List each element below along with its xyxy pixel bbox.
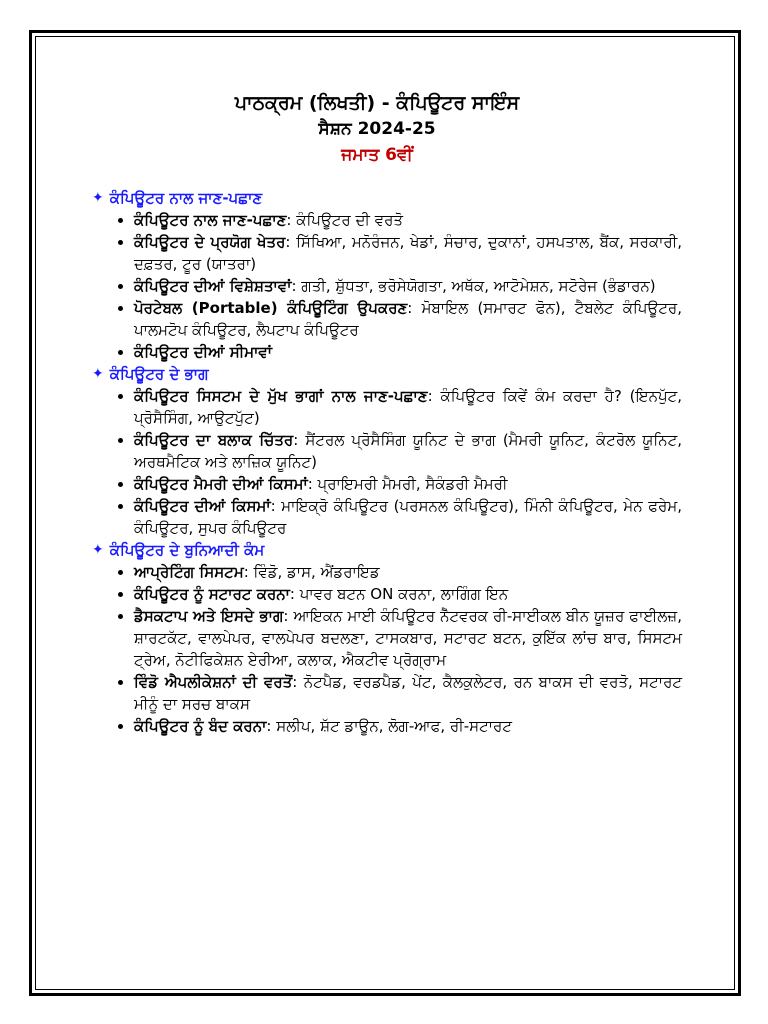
list-item xyxy=(134,473,682,495)
syllabus-section xyxy=(92,363,682,539)
topic-term: ਕੰਪਿਊਟਰ ਨੂੰ ਸਟਾਰਟ ਕਰਨਾ xyxy=(134,585,290,603)
topic-description: : ਕੰਪਿਊਟਰ ਕਿਵੇਂ ਕੰਮ ਕਰਦਾ ਹੈ? (ਇਨਪੁੱਟ, ਪ੍ਰੋਸੈਸਿੰਗ, ਆਉਟਪੁੱਟ) xyxy=(134,387,683,427)
topic-term: ਵਿੰਡੋ ਐਪਲੀਕੇਸ਼ਨਾਂ ਦੀ ਵਰਤੋਂ xyxy=(134,673,293,691)
title-block xyxy=(72,90,682,169)
list-item xyxy=(134,429,682,473)
syllabus-section xyxy=(92,187,682,363)
topic-term: ਕੰਪਿਊਟਰ ਦੀਆਂ ਕਿਸਮਾਂ xyxy=(134,497,271,515)
section-heading xyxy=(92,539,682,561)
list-item xyxy=(134,231,682,275)
list-item xyxy=(134,495,682,539)
section-heading xyxy=(92,187,682,209)
topic-term: ਕੰਪਿਊਟਰ ਨੂੰ ਬੰਦ ਕਰਨਾ xyxy=(134,717,267,735)
topic-list xyxy=(92,385,682,539)
list-item xyxy=(134,385,682,429)
topic-description: : ਮਾਇਕ੍ਰੋ ਕੰਪਿਊਟਰ (ਪਰਸਨਲ ਕੰਪਿਊਟਰ), ਮਿੰਨੀ ਕੰਪਿਊਟਰ, ਮੇਨ ਫਰੇਮ, ਕੰਪਿਊਟਰ, ਸੁਪਰ ਕੰਪਿਊਟਰ xyxy=(134,497,682,537)
list-item xyxy=(134,671,682,715)
topic-description: : ਸਲੀਪ, ਸ਼ੱਟ ਡਾਊਨ, ਲੋਗ-ਆਫ, ਰੀ-ਸਟਾਰਟ xyxy=(266,717,512,735)
section-heading-text: ਕੰਪਿਊਟਰ ਨਾਲ ਜਾਣ-ਪਛਾਣ xyxy=(109,189,263,207)
list-item xyxy=(134,209,682,231)
list-item xyxy=(134,583,682,605)
topic-description: : ਮੋਬਾਇਲ (ਸਮਾਰਟ ਫੋਨ), ਟੈਬਲੇਟ ਕੰਪਿਊਟਰ, ਪਾਲਮਟੋਪ ਕੰਪਿਊਟਰ, ਲੈਪਟਾਪ ਕੰਪਿਊਟਰ xyxy=(134,299,682,339)
grade-label: ਜਮਾਤ 6ਵੀਂ xyxy=(341,145,413,165)
document-title: ਪਾਠਕ੍ਰਮ (ਲਿਖਤੀ) - ਕੰਪਿਊਟਰ ਸਾਇੰਸ xyxy=(234,92,520,114)
topic-description: : ਸਿੱਖਿਆ, ਮਨੋਰੰਜਨ, ਖੇਡਾਂ, ਸੰਚਾਰ, ਦੁਕਾਨਾਂ, ਹਸਪਤਾਲ, ਬੈਂਕ, ਸਰਕਾਰੀ, ਦਫ਼ਤਰ, ਟੂਰ (ਯਾਤਰਾ) xyxy=(134,233,682,273)
topic-list xyxy=(92,561,682,737)
star-bullet-icon: ✦ xyxy=(92,542,104,558)
topic-description: : ਵਿੰਡੋ, ਡਾਸ, ਐਂਡਰਾਇਡ xyxy=(243,563,380,581)
topic-term: ਡੈਸਕਟਾਪ ਅਤੇ ਇਸਦੇ ਭਾਗ xyxy=(134,607,284,625)
topic-description: : ਕੰਪਿਊਟਰ ਦੀ ਵਰਤੋ xyxy=(286,211,403,229)
document-content xyxy=(92,90,682,737)
topic-term: ਕੰਪਿਊਟਰ ਦੀਆਂ ਸੀਮਾਵਾਂ xyxy=(134,343,273,361)
syllabus-sections xyxy=(92,187,682,737)
topic-list xyxy=(92,209,682,363)
topic-term: ਕੰਪਿਊਟਰ ਦੀਆਂ ਵਿਸ਼ੇਸ਼ਤਾਵਾਂ xyxy=(134,277,292,295)
topic-term: ਕੰਪਿਊਟਰ ਦਾ ਬਲਾਕ ਚਿੱਤਰ xyxy=(134,431,294,449)
topic-description: : ਨੋਟਪੈਡ, ਵਰਡਪੈਡ, ਪੇਂਟ, ਕੈਲਕੁਲੇਟਰ, ਰਨ ਬਾਕਸ ਦੀ ਵਰਤੋ, ਸਟਾਰਟ ਮੀਨੂੰ ਦਾ ਸਰਚ ਬਾਕਸ xyxy=(134,673,682,713)
list-item xyxy=(134,297,682,341)
list-item xyxy=(134,715,682,737)
session-label: ਸੈਸ਼ਨ 2024-25 xyxy=(318,119,436,139)
topic-term: ਕੰਪਿਊਟਰ ਮੈਮਰੀ ਦੀਆਂ ਕਿਸਮਾਂ xyxy=(134,475,308,493)
topic-term: ਕੰਪਿਊਟਰ ਸਿਸਟਮ ਦੇ ਮੁੱਖ ਭਾਗਾਂ ਨਾਲ ਜਾਣ-ਪਛਾਣ xyxy=(134,387,428,405)
topic-term: ਪੋਰਟੇਬਲ (Portable) ਕੰਪਿਊਟਿੰਗ ਉਪਕਰਣ xyxy=(134,299,408,317)
topic-term: ਕੰਪਿਊਟਰ ਦੇ ਪ੍ਰਯੋਗ ਖੇਤਰ xyxy=(134,233,286,251)
section-heading-text: ਕੰਪਿਊਟਰ ਦੇ ਬੁਨਿਆਦੀ ਕੰਮ xyxy=(109,541,265,559)
syllabus-section xyxy=(92,539,682,737)
list-item xyxy=(134,341,682,363)
star-bullet-icon: ✦ xyxy=(92,190,104,206)
list-item xyxy=(134,605,682,671)
section-heading xyxy=(92,363,682,385)
star-bullet-icon: ✦ xyxy=(92,366,104,382)
list-item xyxy=(134,561,682,583)
topic-term: ਆਪ੍ਰੇਟਿੰਗ ਸਿਸਟਮ xyxy=(134,563,244,581)
topic-description: : ਪ੍ਰਾਇਮਰੀ ਮੈਮਰੀ, ਸੈਕੰਡਰੀ ਮੈਮਰੀ xyxy=(307,475,508,493)
list-item xyxy=(134,275,682,297)
topic-description: : ਗਤੀ, ਸ਼ੁੱਧਤਾ, ਭਰੋਸੇਯੋਗਤਾ, ਅਥੱਕ, ਆਟੋਮੇਸ਼ਨ, ਸਟੋਰੇਜ (ਭੰਡਾਰਨ) xyxy=(291,277,656,295)
topic-description: : ਆਇਕਨ ਮਾਈ ਕੰਪਿਊਟਰ ਨੈੱਟਵਰਕ ਰੀ-ਸਾਈਕਲ ਬੀਨ ਯੂਜ਼ਰ ਫਾਈਲਜ਼, ਸ਼ਾਰਟਕੱਟ, ਵਾਲਪੇਪਰ, ਵਾਲਪੇਪਰ ਬਦਲਣਾ, ਟਾਸਕਬਾਰ, ਸਟਾਰਟ ਬਟਨ, ਕੁਇੱਕ ਲਾਂਚ ਬਾਰ, ਸਿਸਟਮ ਟ੍ਰੇਅ, ਨੋਟੀਫਿਕੇਸ਼ਨ ਏਰੀਆ, ਕਲਾਕ, ਐਕਟੀਵ ਪ੍ਰੋਗ੍ਰਾਮ xyxy=(134,607,682,669)
topic-description: : ਪਾਵਰ ਬਟਨ ON ਕਰਨਾ, ਲਾਗਿੰਗ ਇਨ xyxy=(289,585,509,603)
topic-description: : ਸੈਂਟਰਲ ਪ੍ਰੋਸੈਸਿੰਗ ਯੂਨਿਟ ਦੇ ਭਾਗ (ਮੈਮਰੀ ਯੂਨਿਟ, ਕੰਟਰੋਲ ਯੂਨਿਟ, ਅਰਥਮੈਟਿਕ ਅਤੇ ਲਾਜ਼ਿਕ ਯੂਨਿਟ) xyxy=(134,431,682,471)
section-heading-text: ਕੰਪਿਊਟਰ ਦੇ ਭਾਗ xyxy=(109,365,209,383)
topic-term: ਕੰਪਿਊਟਰ ਨਾਲ ਜਾਣ-ਪਛਾਣ xyxy=(134,211,287,229)
